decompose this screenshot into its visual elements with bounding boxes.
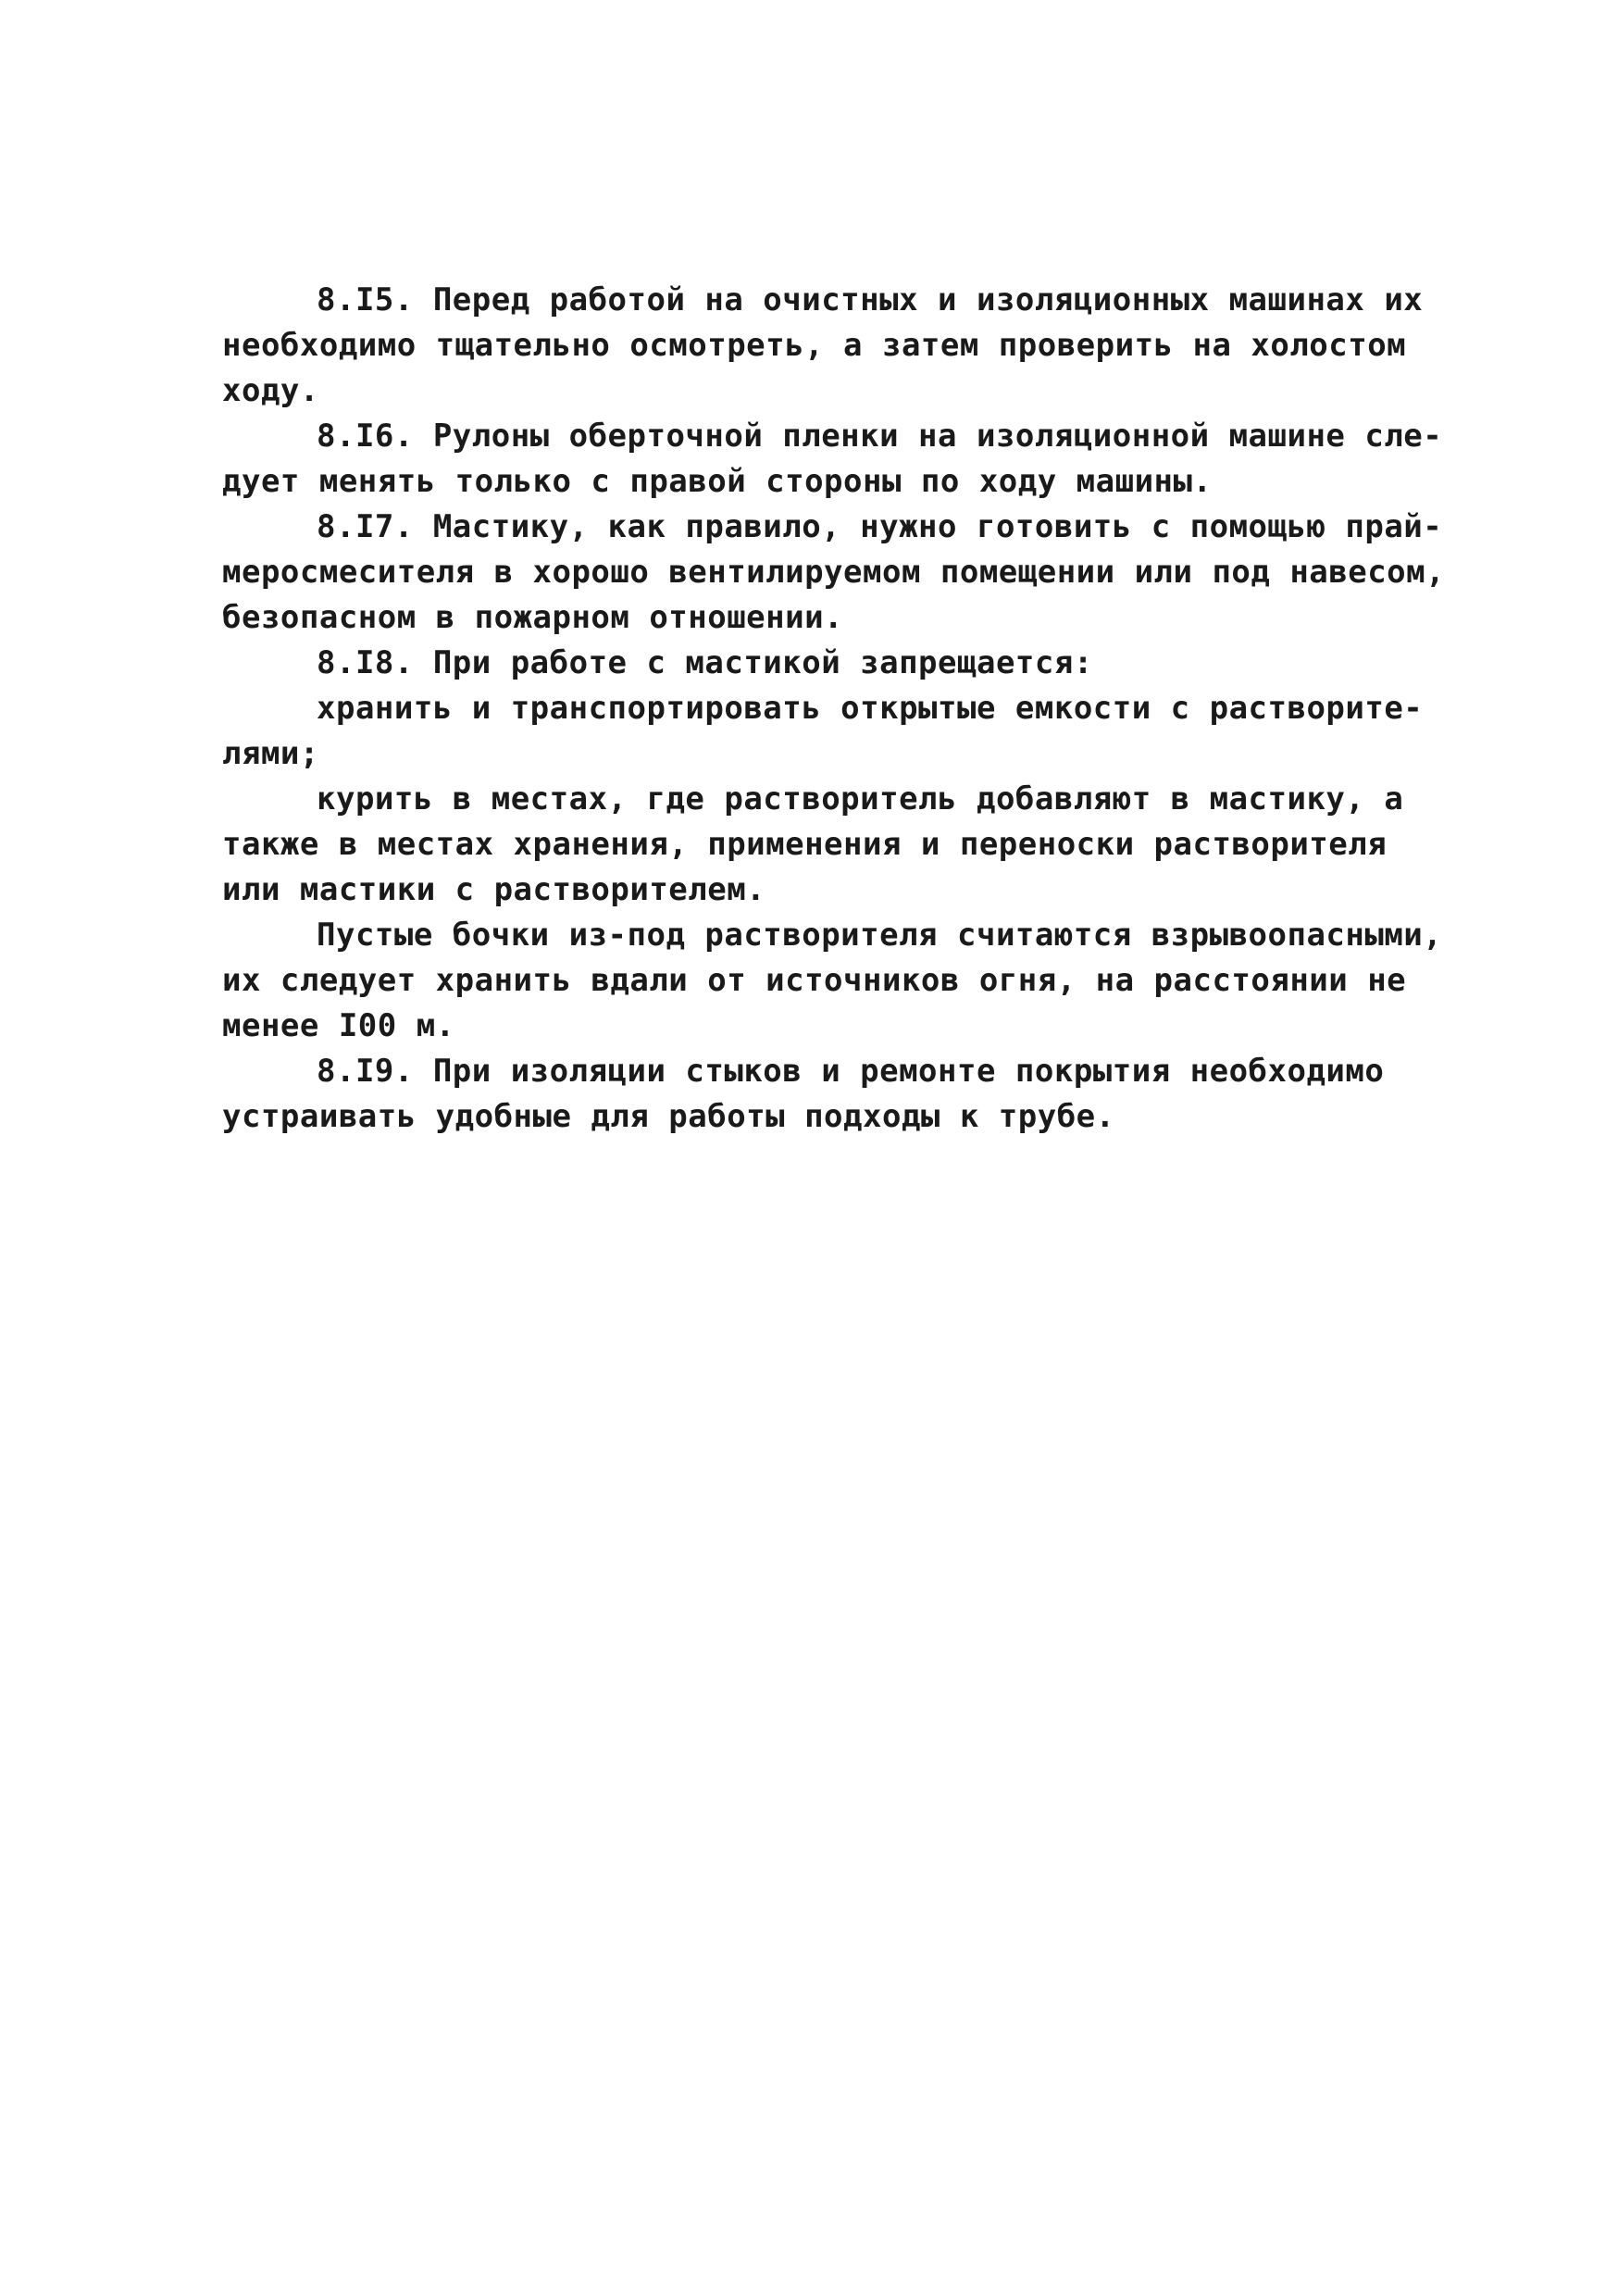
text-line: 8.I6. Рулоны оберточной пленки на изоляционной машине сле- <box>317 418 1443 455</box>
text-line: ходу. <box>222 372 319 409</box>
text-line: лями; <box>222 735 319 772</box>
text-line: мeросмесителя в хорошо вентилируемом помещении или под навесом, <box>222 554 1446 591</box>
text-line: безопасном в пожарном отношении. <box>222 599 844 636</box>
document-body <box>222 278 1446 1140</box>
text-line: 8.I8. При работе с мастикой запрещается: <box>317 644 1093 681</box>
text-line: 8.I9. При изоляции стыков и ремонте покрытия необходимо <box>317 1053 1385 1090</box>
text-line: или мастики с растворителем. <box>222 871 766 908</box>
text-line: их следует хранить вдали от источников огня, на расстоянии не <box>222 962 1407 999</box>
text-line: дует менять только с правой стороны по ходу машины. <box>222 463 1213 500</box>
text-line: 8.I7. Мастику, как правило, нужно готовить с помощью прай- <box>317 508 1443 545</box>
text-line: также в местах хранения, применения и переноски растворителя <box>222 826 1388 863</box>
text-line: Пустые бочки из-под растворителя считаются взрывоопасными, <box>317 917 1443 954</box>
text-line: менее I00 м. <box>222 1007 455 1044</box>
text-line: курить в местах, где растворитель добавляют в мастику, а <box>317 780 1404 817</box>
text-line: хранить и транспортировать открытые емкости с растворите- <box>317 690 1424 727</box>
text-line: 8.I5. Перед работой на очистных и изоляционных машинах их <box>317 281 1424 318</box>
text-line: устраивать удобные для работы подходы к трубе. <box>222 1098 1115 1135</box>
text-line: необходимо тщательно осмотреть, а затем проверить на холостом <box>222 327 1407 364</box>
